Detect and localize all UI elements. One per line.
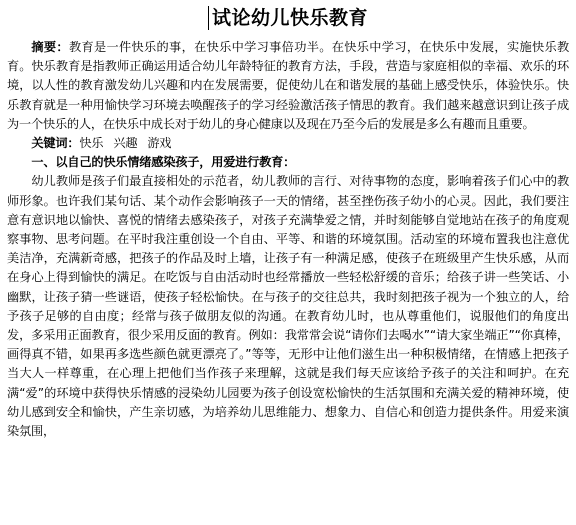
abstract-paragraph — [7, 38, 569, 134]
keyword-item: 兴趣 — [113, 136, 138, 151]
keywords-label: 关键词： — [31, 136, 80, 151]
abstract-text: 教育是一件快乐的事，在快乐中学习事倍功半。在快乐中学习，在快乐中发展，实施快乐教育。快乐教育是指教师正确运用适合幼儿年龄特征的教育方法，手段，营造与家庭相似的幸福、欢乐的环境，以人性的教育激发幼儿兴趣和内在发展需要，促使幼儿在和谐发展的基础上感受快乐，体验快乐。快乐教育就是一种用愉快学习环境去唤醒孩子的学习经验激活孩子情思的教育。我们越来越意识到让孩子成为一个快乐的人，在快乐中成长对于幼儿的身心健康以及现在乃至今后的发展是多么有趣而且重要。 — [7, 40, 569, 131]
document-body — [7, 38, 569, 441]
document-title-text: 试论幼儿快乐教育 — [211, 7, 368, 29]
keyword-item: 游戏 — [147, 136, 172, 151]
section-heading: 一、以自己的快乐情绪感染孩子，用爱进行教育： — [31, 155, 296, 170]
title-row — [0, 4, 576, 34]
section-paragraph: 幼儿教师是孩子们最直接相处的示范者，幼儿教师的言行、对待事物的态度，影响着孩子们心中的教师形象。也许我们某句话、某个动作会影响孩子一天的情绪，甚至挫伤孩子幼小的心灵。因此，我们要注意有意识地以愉快、喜悦的情绪去感染孩子，对孩子充满挚爱之情，并时刻能够自觉地站在孩子的角度观察事物、思考问题。在平时我注重创设一个自由、平等、和谐的环境氛围。活动室的环境布置我也注意优美洁净，充满新奇感，把孩子的作品及时上墙，让孩子有一种满足感，使孩子在班级里产生快乐感，从而在身心上得到愉快的满足。在吃饭与自由活动时也经常播放一些轻松舒缓的音乐；给孩子讲一些笑话、小幽默，让孩子猜一些谜语，使孩子轻松愉快。在与孩子的交往总共，我时刻把孩子视为一个独立的人，给予孩子足够的自由度；经常与孩子做朋友似的沟通。在教育幼儿时，也从尊重他们，说服他们的角度出发，多采用正面教育，很少采用反面的教育。例如：我常常会说“请你们去喝水”“请大家坐端正”“你真棒，画得真不错，如果再多选些颜色就更漂亮了。”等等，无形中让他们滋生出一种积极情绪，在情感上把孩子当大人一样尊重，在心理上把他们当作孩子来理解，这就是我们每天应该给予孩子的关注和呵护。在充满“爱”的环境中获得快乐情感的浸染幼儿园要为孩子创设宽松愉快的生活氛围和充满关爱的精神环境，使幼儿感到安全和愉快，产生亲切感，为培养幼儿思维能力、想象力、自信心和创造力提供条件。用爱来演染氛围， — [7, 174, 569, 439]
document-title — [208, 4, 368, 32]
abstract-label: 摘要： — [31, 40, 69, 54]
keywords-paragraph — [7, 134, 569, 153]
text-cursor — [208, 6, 209, 30]
keyword-item: 快乐 — [79, 136, 104, 151]
